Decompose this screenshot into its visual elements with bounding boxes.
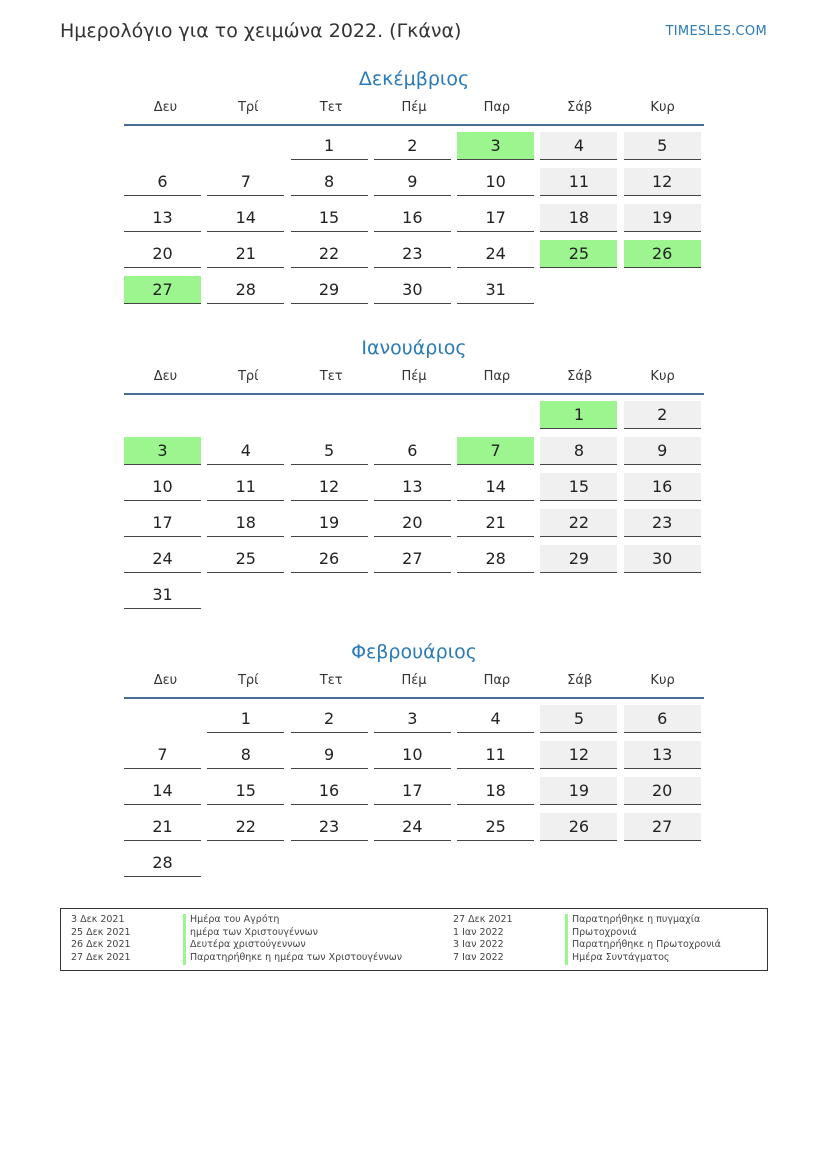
day-cell: 29	[540, 545, 617, 573]
day-cell: 14	[457, 473, 534, 501]
holiday-day-cell: 7	[457, 437, 534, 465]
weekday-label: Δευ	[153, 100, 178, 115]
day-cell: 9	[624, 437, 701, 465]
weekday-label: Δευ	[153, 673, 178, 688]
legend-holiday-name: Δευτέρα χριστούγεννων	[183, 939, 306, 952]
legend-holiday-name: Ημέρα Συντάγματος	[565, 952, 669, 965]
day-cell: 11	[457, 741, 534, 769]
day-cell: 16	[624, 473, 701, 501]
legend-row	[71, 914, 402, 927]
day-cell: 20	[374, 509, 451, 537]
legend-date: 25 Δεκ 2021	[71, 926, 131, 938]
legend-date: 3 Ιαν 2022	[453, 939, 504, 951]
day-cell: 12	[624, 168, 701, 196]
day-cell: 19	[540, 777, 617, 805]
legend-column-right	[453, 914, 721, 965]
weekday-label: Τρί	[237, 100, 259, 115]
legend-row	[71, 927, 402, 940]
day-cell: 9	[291, 741, 368, 769]
empty-day-cell	[374, 581, 451, 609]
weekday-label: Σάβ	[567, 369, 593, 384]
day-cell: 16	[291, 777, 368, 805]
week-row	[124, 771, 704, 807]
legend-date: 1 Ιαν 2022	[453, 926, 504, 938]
day-cell: 20	[624, 777, 701, 805]
day-cell: 29	[291, 276, 368, 304]
day-cell: 28	[457, 545, 534, 573]
weekday-header-row	[124, 100, 704, 126]
day-cell: 12	[540, 741, 617, 769]
legend-row	[453, 914, 721, 927]
empty-day-cell	[291, 401, 368, 429]
day-cell: 30	[624, 545, 701, 573]
weekday-label: Πέμ	[401, 100, 427, 115]
day-cell: 6	[374, 437, 451, 465]
day-cell: 21	[124, 813, 201, 841]
day-cell: 24	[124, 545, 201, 573]
day-cell: 16	[374, 204, 451, 232]
day-cell: 5	[624, 132, 701, 160]
empty-day-cell	[624, 581, 701, 609]
day-cell: 6	[624, 705, 701, 733]
empty-day-cell	[124, 132, 201, 160]
legend-date: 26 Δεκ 2021	[71, 939, 131, 951]
day-cell: 15	[540, 473, 617, 501]
empty-day-cell	[540, 581, 617, 609]
empty-day-cell	[207, 849, 284, 877]
week-row	[124, 539, 704, 575]
weekday-label: Κυρ	[650, 100, 675, 115]
day-cell: 19	[291, 509, 368, 537]
day-cell: 7	[124, 741, 201, 769]
day-cell: 19	[624, 204, 701, 232]
day-cell: 24	[374, 813, 451, 841]
weekday-label: Παρ	[483, 369, 511, 384]
empty-day-cell	[457, 849, 534, 877]
day-cell: 21	[457, 509, 534, 537]
day-cell: 24	[457, 240, 534, 268]
empty-day-cell	[207, 132, 284, 160]
legend-holiday-name: Παρατηρήθηκε η Πρωτοχρονιά	[565, 939, 721, 952]
weekday-label: Δευ	[153, 369, 178, 384]
day-cell: 18	[207, 509, 284, 537]
day-cell: 1	[207, 705, 284, 733]
day-cell: 3	[374, 705, 451, 733]
holiday-legend	[60, 908, 768, 971]
week-row	[124, 270, 704, 306]
empty-day-cell	[124, 705, 201, 733]
day-cell: 9	[374, 168, 451, 196]
empty-day-cell	[374, 401, 451, 429]
day-cell: 4	[457, 705, 534, 733]
legend-holiday-name: Παρατηρήθηκε η πυγμαχία	[565, 914, 700, 927]
weekday-label: Τετ	[319, 369, 343, 384]
day-cell: 1	[291, 132, 368, 160]
legend-row	[71, 939, 402, 952]
day-cell: 17	[457, 204, 534, 232]
week-row	[124, 467, 704, 503]
day-cell: 11	[540, 168, 617, 196]
empty-day-cell	[374, 849, 451, 877]
day-cell: 31	[457, 276, 534, 304]
weekday-label: Κυρ	[650, 673, 675, 688]
week-row	[124, 198, 704, 234]
week-row	[124, 843, 704, 879]
empty-day-cell	[540, 276, 617, 304]
day-cell: 5	[540, 705, 617, 733]
legend-date: 27 Δεκ 2021	[453, 914, 513, 925]
month-name: Φεβρουάριος	[351, 641, 477, 663]
site-brand-link[interactable]: TIMESLES.COM	[665, 24, 767, 39]
day-cell: 8	[540, 437, 617, 465]
day-cell: 13	[124, 204, 201, 232]
weekday-label: Σάβ	[567, 100, 593, 115]
legend-row	[453, 952, 721, 965]
day-cell: 2	[291, 705, 368, 733]
legend-date: 27 Δεκ 2021	[71, 952, 131, 964]
empty-day-cell	[624, 276, 701, 304]
week-row	[124, 807, 704, 843]
empty-day-cell	[207, 581, 284, 609]
weekday-label: Κυρ	[650, 369, 675, 384]
week-row	[124, 699, 704, 735]
weekday-label: Τετ	[319, 100, 343, 115]
day-cell: 22	[291, 240, 368, 268]
legend-row	[453, 939, 721, 952]
week-row	[124, 431, 704, 467]
week-row	[124, 126, 704, 162]
empty-day-cell	[540, 849, 617, 877]
legend-holiday-name: ημέρα των Χριστουγέννων	[183, 927, 318, 940]
legend-date: 7 Ιαν 2022	[453, 952, 504, 964]
weekday-label: Τρί	[237, 673, 259, 688]
day-cell: 2	[374, 132, 451, 160]
day-cell: 13	[374, 473, 451, 501]
week-row	[124, 162, 704, 198]
legend-holiday-name: Παρατηρήθηκε η ημέρα των Χριστουγέννων	[183, 952, 402, 965]
weekday-label: Τετ	[319, 673, 343, 688]
weekday-label: Παρ	[483, 100, 511, 115]
weekday-header-row	[124, 673, 704, 699]
week-row	[124, 735, 704, 771]
day-cell: 18	[457, 777, 534, 805]
weekday-label: Παρ	[483, 673, 511, 688]
holiday-day-cell: 27	[124, 276, 201, 304]
day-cell: 10	[374, 741, 451, 769]
day-cell: 23	[624, 509, 701, 537]
day-cell: 22	[540, 509, 617, 537]
day-cell: 18	[540, 204, 617, 232]
day-cell: 17	[374, 777, 451, 805]
empty-day-cell	[457, 581, 534, 609]
day-cell: 30	[374, 276, 451, 304]
day-cell: 25	[207, 545, 284, 573]
day-cell: 28	[124, 849, 201, 877]
legend-row	[453, 927, 721, 940]
month-name: Δεκέμβριος	[358, 68, 470, 90]
day-cell: 10	[124, 473, 201, 501]
legend-row	[71, 952, 402, 965]
empty-day-cell	[291, 849, 368, 877]
day-cell: 28	[207, 276, 284, 304]
legend-holiday-name: Πρωτοχρονιά	[565, 927, 637, 940]
day-cell: 8	[207, 741, 284, 769]
day-cell: 22	[207, 813, 284, 841]
day-cell: 11	[207, 473, 284, 501]
legend-holiday-name: Ημέρα του Αγρότη	[183, 914, 279, 927]
day-cell: 5	[291, 437, 368, 465]
day-cell: 4	[540, 132, 617, 160]
day-cell: 21	[207, 240, 284, 268]
month-block	[124, 68, 704, 306]
day-cell: 23	[374, 240, 451, 268]
week-row	[124, 395, 704, 431]
empty-day-cell	[124, 401, 201, 429]
day-cell: 14	[207, 204, 284, 232]
day-cell: 27	[624, 813, 701, 841]
week-row	[124, 503, 704, 539]
day-cell: 26	[540, 813, 617, 841]
day-cell: 4	[207, 437, 284, 465]
day-cell: 15	[207, 777, 284, 805]
day-cell: 6	[124, 168, 201, 196]
month-block	[124, 337, 704, 611]
page-title: Ημερολόγιο για το χειμώνα 2022. (Γκάνα)	[60, 20, 462, 42]
empty-day-cell	[624, 849, 701, 877]
weekday-label: Τρί	[237, 369, 259, 384]
day-cell: 26	[291, 545, 368, 573]
day-cell: 17	[124, 509, 201, 537]
empty-day-cell	[207, 401, 284, 429]
weekday-label: Πέμ	[401, 673, 427, 688]
holiday-day-cell: 3	[124, 437, 201, 465]
day-cell: 12	[291, 473, 368, 501]
month-name: Ιανουάριος	[361, 337, 467, 359]
empty-day-cell	[457, 401, 534, 429]
day-cell: 8	[291, 168, 368, 196]
day-cell: 10	[457, 168, 534, 196]
day-cell: 13	[624, 741, 701, 769]
day-cell: 31	[124, 581, 201, 609]
week-row	[124, 234, 704, 270]
weekday-header-row	[124, 369, 704, 395]
day-cell: 20	[124, 240, 201, 268]
holiday-day-cell: 25	[540, 240, 617, 268]
day-cell: 15	[291, 204, 368, 232]
day-cell: 27	[374, 545, 451, 573]
empty-day-cell	[291, 581, 368, 609]
day-cell: 25	[457, 813, 534, 841]
legend-column-left	[71, 914, 402, 965]
day-cell: 14	[124, 777, 201, 805]
weekday-label: Σάβ	[567, 673, 593, 688]
weekday-label: Πέμ	[401, 369, 427, 384]
holiday-day-cell: 3	[457, 132, 534, 160]
holiday-day-cell: 1	[540, 401, 617, 429]
month-block	[124, 641, 704, 879]
holiday-day-cell: 26	[624, 240, 701, 268]
week-row	[124, 575, 704, 611]
day-cell: 7	[207, 168, 284, 196]
day-cell: 2	[624, 401, 701, 429]
legend-date: 3 Δεκ 2021	[71, 914, 125, 925]
day-cell: 23	[291, 813, 368, 841]
